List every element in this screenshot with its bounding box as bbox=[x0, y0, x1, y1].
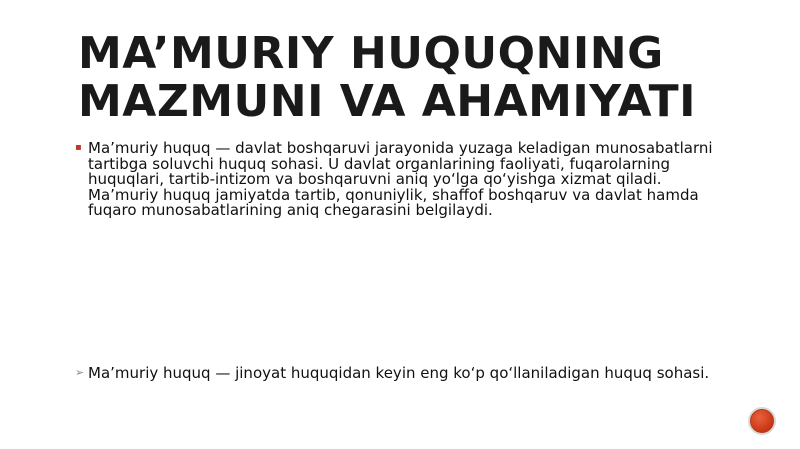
slide-title: MA’MURIY HUQUQNING MAZMUNI VA AHAMIYATI bbox=[78, 28, 696, 127]
bullet-item bbox=[75, 366, 725, 382]
slide-nav-button[interactable] bbox=[748, 407, 776, 435]
bullet-text: Ma’muriy huquq — davlat boshqaruvi jarayonida yuzaga keladigan munosabatlarni tartibga soluvchi huquq sohasi. U davlat organlarining faoliyati, fuqarolarning huquqlari, tartib-intizom va boshqaruvni aniq yo‘lga qo‘yishga xizmat qiladi. Ma’muriy huquq jamiyatda tartib, qonuniylik, shaffof boshqaruv va davlat hamda fuqaro munosabatlarining aniq chegarasini belgilaydi. bbox=[88, 139, 713, 219]
square-bullet-icon: ▪ bbox=[75, 142, 82, 153]
arrow-bullet-icon: ➢ bbox=[75, 366, 85, 379]
bullet-item bbox=[75, 141, 725, 219]
bullet-text: Ma’muriy huquq — jinoyat huquqidan keyin eng ko‘p qo‘llaniladigan huquq sohasi. bbox=[88, 364, 710, 382]
